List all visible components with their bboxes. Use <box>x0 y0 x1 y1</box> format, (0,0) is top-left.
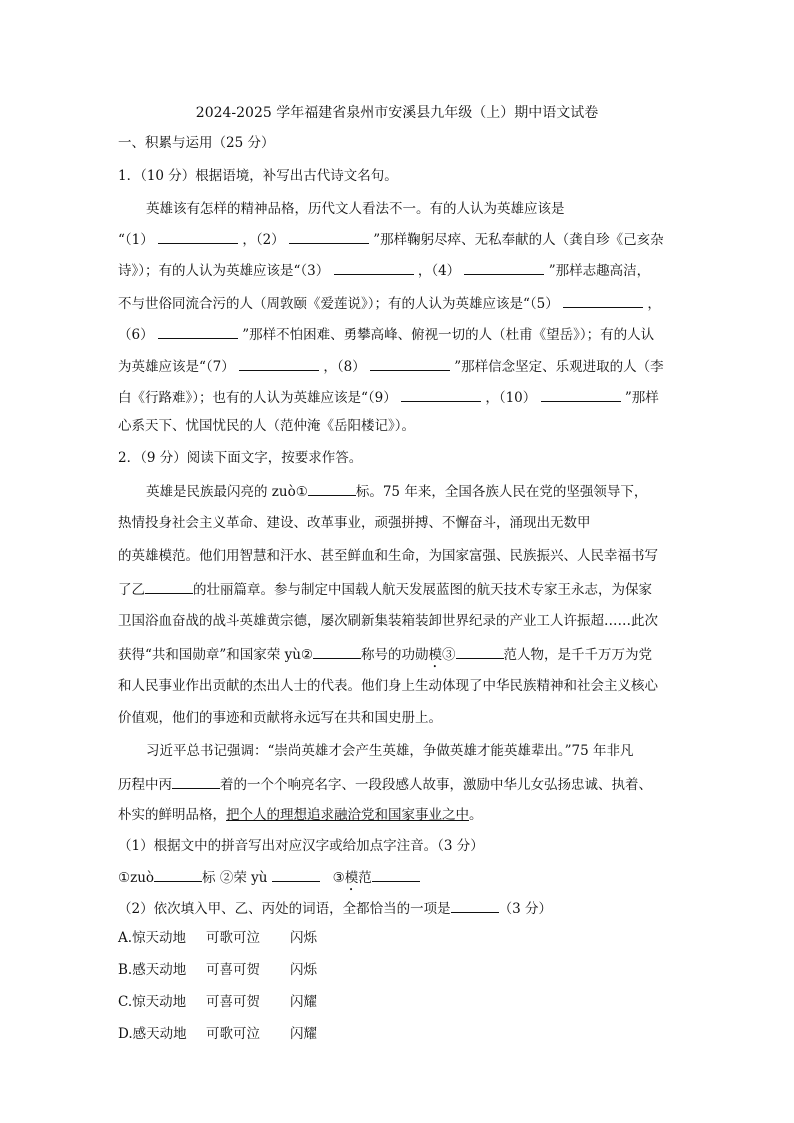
answer-blank-1[interactable] <box>158 228 238 244</box>
blank-mo[interactable] <box>456 643 504 659</box>
answer-blank-4[interactable] <box>464 259 544 275</box>
subquestion-1-answers: ①zuò 标 ②荣 yù ③模范 <box>118 866 420 894</box>
subquestion-2: （2）依次填入甲、乙、丙处的词语，全都恰当的一项是 （3 分） <box>118 897 552 919</box>
option-c[interactable]: C.惊天动地 可喜可贺 闪耀 <box>118 994 317 1010</box>
question-1-stem: 1．（10 分）根据语境，补写出古代诗文名句。 <box>118 168 398 184</box>
answer-mo[interactable] <box>372 866 420 882</box>
question-2-stem: 2．（9 分）阅读下面文字，按要求作答。 <box>118 450 363 466</box>
subquestion-1: （1）根据文中的拼音写出对应汉字或给加点字注音。（3 分） <box>118 838 484 854</box>
option-b[interactable]: B.感天动地 可喜可贺 闪烁 <box>118 962 317 978</box>
exam-page: 2024-2025 学年福建省泉州市安溪县九年级（上）期中语文试卷 一、积累与运用（25 分） 1．（10 分）根据语境，补写出古代诗文名句。 英雄该有怎样的精神品格，历代文人看法不一。有的人认为英雄应该是 “（1） ，（2） ”那样鞠躬尽瘁、无私奉献的人（龚自珍《己亥杂 诗》）；有的人认为英雄应该是“（3） ，（4） ”那样志趣高洁， 不与世俗同流合污的人（周敦颐《爱莲说》）；有的人认为英雄应该是“（5） ， （6） ”那样不怕困难、勇攀高峰、俯视一切的人（杜甫《望岳》）；有的人认 为英雄应该是“（7） ，（8） ”那样信念坚定、乐观进取的人（李 白《行路难》）；也有的人认为英雄应该是“（9） ，（10） ”那样 心系天下、忧国忧民的人（范仲淹《岳阳楼记》）。 2．（9 分）阅读下面文字，按要求作答。 英雄是民族最闪亮的 zuò① 标。75 年来，全国各族人民在党的坚强领导下， 热情投身社会主义革命、建设、改革事业，顽强拼搏、不懈奋斗，涌现出无数甲 的英雄模范。他们用智慧和汗水、甚至鲜血和生命，为国家富强、民族振兴、人民幸福书写 了乙 的壮丽篇章。参与制定中国载人航天发展蓝图的航天技术专家王永志，为保家 卫国浴血奋战的战斗英雄黄宗德，屡次刷新集装箱装卸世界纪录的产业工人许振超……此次 获得“共和国勋章”和国家荣 yù② 称号的功勋模③ 范人物，是千千万万为党 和人民事业作出贡献的杰出人士的代表。他们身上生动体现了中华民族精神和社会主义核心 价值观，他们的事迹和贡献将永远写在共和国史册上。 习近平总书记强调：“崇尚英雄才会产生英雄，争做英雄才能英雄辈出。”75 年非凡 历程中丙 着的一个个响亮名字、一段段感人故事，激励中华儿女弘扬忠诚、执着、 朴实的鲜明品格，把个人的理想追求融洽党和国家事业之中。 （1）根据文中的拼音写出对应汉字或给加点字注音。（3 分） ①zuò 标 ②荣 yù ③模范 （2）依次填入甲、乙、丙处的词语，全都恰当的一项是 （3 分） A.惊天动地 可歌可泣 闪烁 B.感天动地 可喜可贺 闪烁 C.惊天动地 可喜可贺 闪耀 D.感天动地 可歌可泣 闪耀 <box>0 0 794 1123</box>
blank-yi[interactable] <box>145 578 193 594</box>
answer-blank-5[interactable] <box>563 292 643 308</box>
answer-zuo[interactable] <box>154 866 202 882</box>
blank-yu[interactable] <box>313 643 361 659</box>
answer-blank-10[interactable] <box>541 386 621 402</box>
option-a[interactable]: A.惊天动地 可歌可泣 闪烁 <box>118 930 317 946</box>
option-d[interactable]: D.感天动地 可歌可泣 闪耀 <box>118 1026 317 1042</box>
dotted-character: 模 <box>428 647 443 663</box>
answer-choice-blank[interactable] <box>451 897 499 913</box>
answer-blank-3[interactable] <box>334 259 414 275</box>
answer-blank-7[interactable] <box>239 355 319 371</box>
section-heading: 一、积累与运用（25 分） <box>118 135 275 151</box>
answer-blank-6[interactable] <box>158 323 238 339</box>
answer-blank-2[interactable] <box>289 228 369 244</box>
underlined-sentence: 把个人的理想追求融洽党和国家事业之中 <box>226 807 469 823</box>
blank-bing[interactable] <box>172 773 220 789</box>
answer-blank-9[interactable] <box>401 386 481 402</box>
answer-blank-8[interactable] <box>370 355 450 371</box>
page-title: 2024-2025 学年福建省泉州市安溪县九年级（上）期中语文试卷 <box>195 105 599 121</box>
blank-zuo[interactable] <box>308 480 356 496</box>
answer-yu[interactable] <box>272 866 320 882</box>
